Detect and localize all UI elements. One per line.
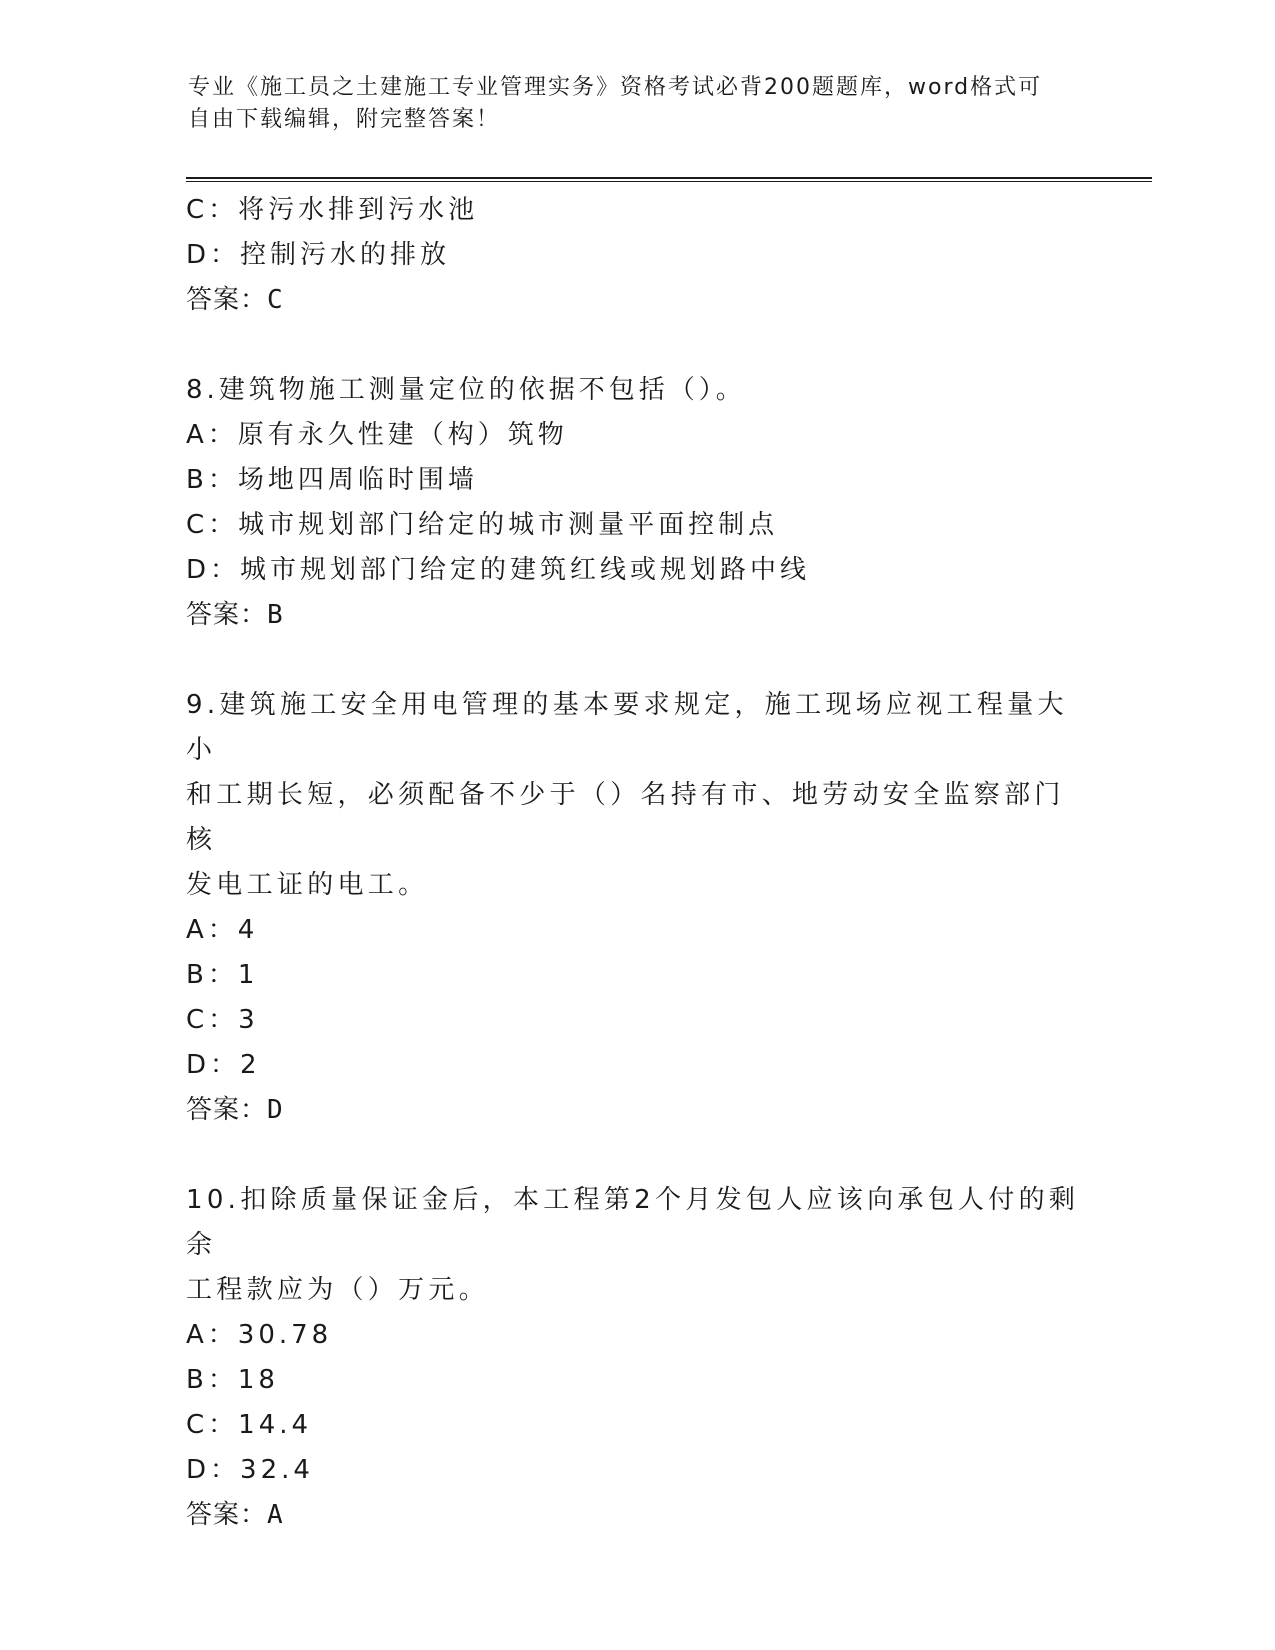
- header-title-line-2: 自由下载编辑，附完整答案！: [188, 107, 501, 132]
- question-block-8: [186, 368, 1086, 638]
- header-title-line-1: 专业《施工员之土建施工专业管理实务》资格考试必背200题题库，word格式可: [188, 75, 1043, 100]
- option-a: A：4: [186, 915, 259, 945]
- option-d: D：2: [186, 1050, 261, 1080]
- page-header: [188, 72, 1068, 136]
- question-stem: 8.建筑物施工测量定位的依据不包括（）。: [186, 375, 746, 405]
- option-d: D：32.4: [186, 1455, 314, 1485]
- option-d: D：城市规划部门给定的建筑红线或规划路中线: [186, 555, 811, 585]
- spacer: [186, 638, 1086, 683]
- header-divider: [186, 177, 1152, 179]
- question-stem-line: 9.建筑施工安全用电管理的基本要求规定，施工现场应视工程量大小: [186, 690, 1068, 765]
- option-c: C：14.4: [186, 1410, 313, 1440]
- spacer: [186, 323, 1086, 368]
- option-a: A：30.78: [186, 1320, 333, 1350]
- question-stem-line: 10.扣除质量保证金后，本工程第2个月发包人应该向承包人付的剩余: [186, 1185, 1080, 1260]
- option-c: C：3: [186, 1005, 259, 1035]
- option-c: C：将污水排到污水池: [186, 195, 479, 225]
- option-b: B：1: [186, 960, 259, 990]
- question-stem-line: 和工期长短，必须配备不少于（）名持有市、地劳动安全监察部门核: [186, 780, 1065, 855]
- question-block-10: [186, 1178, 1086, 1538]
- question-block-9: [186, 683, 1086, 1133]
- option-a: A：原有永久性建（构）筑物: [186, 420, 568, 450]
- question-list: [186, 188, 1086, 1538]
- answer-line: 答案：D: [186, 1095, 284, 1125]
- option-b: B：场地四周临时围墙: [186, 465, 478, 495]
- question-block-7: [186, 188, 1086, 323]
- answer-line: 答案：C: [186, 285, 284, 315]
- answer-line: 答案：B: [186, 600, 284, 630]
- question-stem-line: 发电工证的电工。: [186, 870, 429, 900]
- option-b: B：18: [186, 1365, 279, 1395]
- header-divider-thin: [186, 181, 1152, 182]
- question-stem-line: 工程款应为（）万元。: [186, 1275, 490, 1305]
- answer-line: 答案：A: [186, 1500, 284, 1530]
- spacer: [186, 1133, 1086, 1178]
- option-d: D：控制污水的排放: [186, 240, 451, 270]
- option-c: C：城市规划部门给定的城市测量平面控制点: [186, 510, 779, 540]
